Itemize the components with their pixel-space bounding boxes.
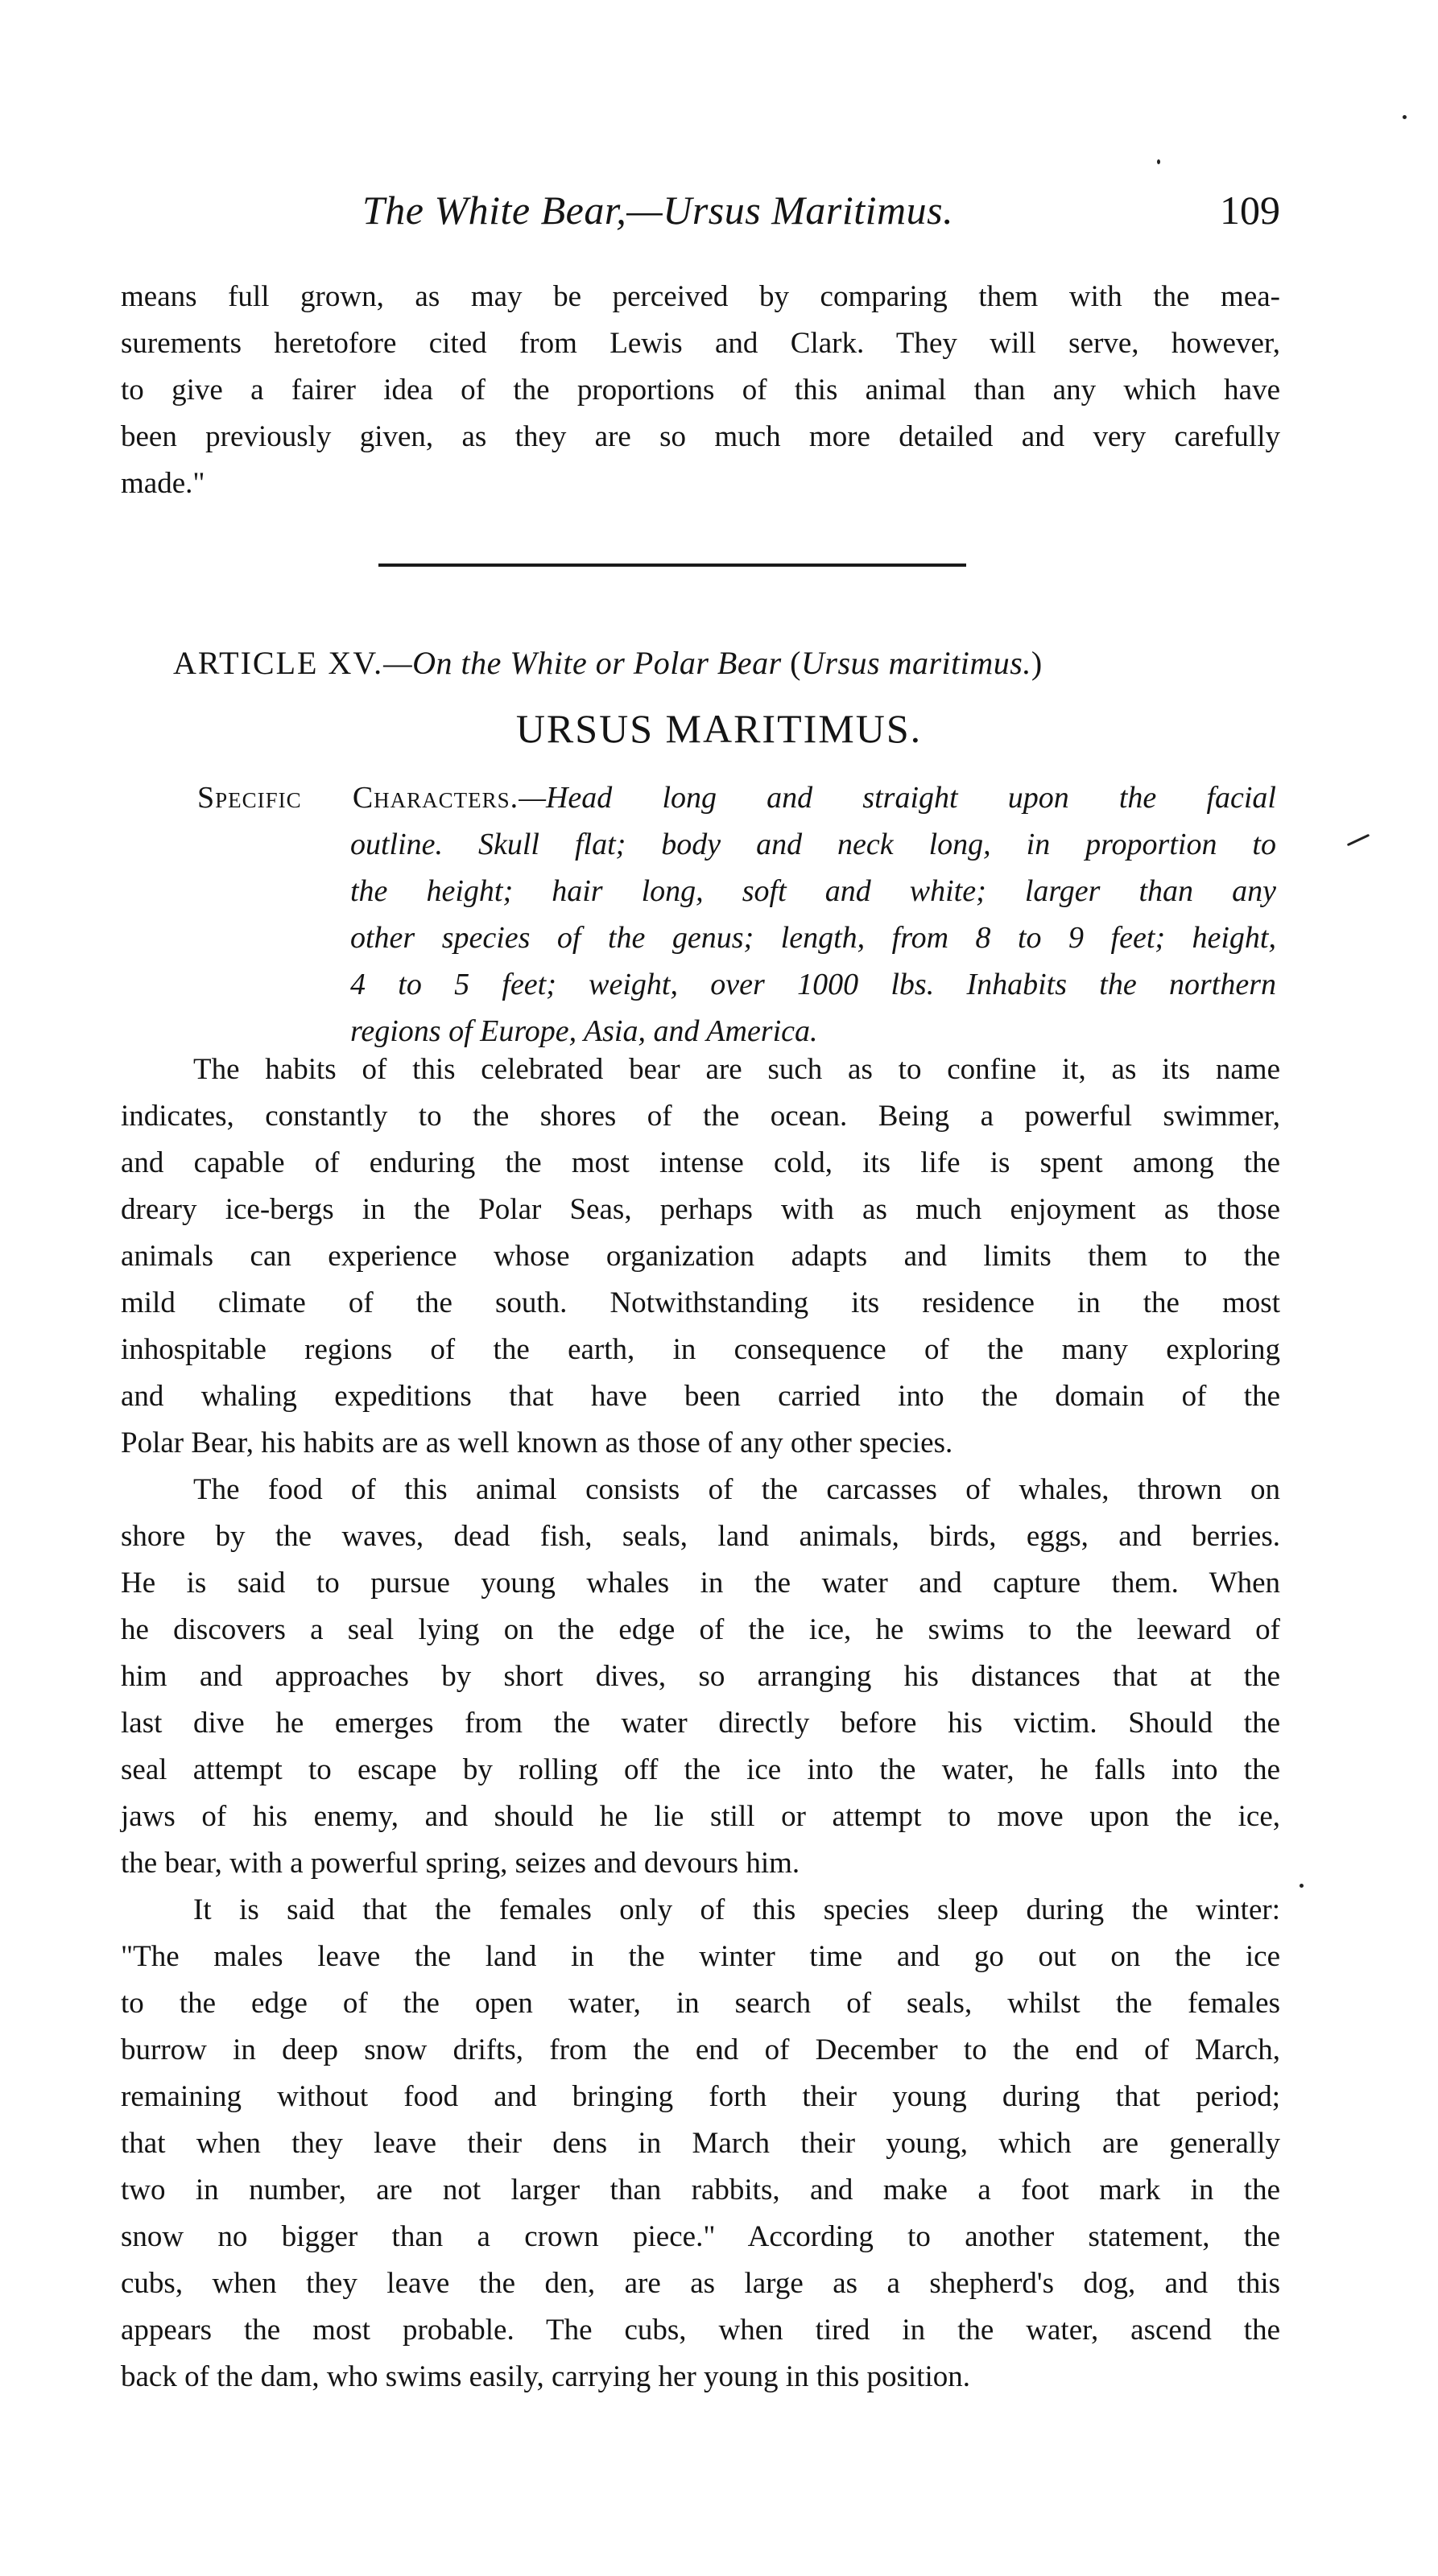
paren-open: ( <box>781 645 801 681</box>
specific-characters <box>197 774 1276 1055</box>
text-line: two in number, are not larger than rabbits, and make a foot mark in the <box>121 2174 1280 2207</box>
section-divider <box>378 564 966 567</box>
text-line: to give a fairer idea of the proportions of this animal than any which have <box>121 374 1280 407</box>
scan-speck <box>1403 115 1407 119</box>
text-line: jaws of his enemy, and should he lie still or attempt to move upon the ice, <box>121 1800 1280 1833</box>
text-line: outline. Skull flat; body and neck long, in proportion to <box>350 828 1276 861</box>
scan-speck <box>1157 159 1160 164</box>
text-line: appears the most probable. The cubs, when tired in the water, ascend the <box>121 2314 1280 2347</box>
text-line: indicates, constantly to the shores of the ocean. Being a powerful swimmer, <box>121 1100 1280 1133</box>
scan-speck <box>1300 1884 1304 1888</box>
page-number: 109 <box>1220 188 1280 233</box>
text-line: been previously given, as they are so much more detailed and very carefully <box>121 420 1280 453</box>
article-heading <box>173 644 1284 682</box>
text-line: The habits of this celebrated bear are such as to confine it, as its name <box>193 1053 1280 1086</box>
text-line: inhospitable regions of the earth, in consequence of the many exploring <box>121 1333 1280 1366</box>
text-line: seal attempt to escape by rolling off the ice into the water, he falls into the <box>121 1753 1280 1786</box>
text-line: and whaling expeditions that have been carried into the domain of the <box>121 1380 1280 1413</box>
text-line: surements heretofore cited from Lewis and Clark. They will serve, however, <box>121 327 1280 360</box>
text-line: mild climate of the south. Notwithstanding its residence in the most <box>121 1286 1280 1319</box>
text-line: back of the dam, who swims easily, carrying her young in this position. <box>121 2360 971 2393</box>
text-line: It is said that the females only of this species sleep during the winter: <box>193 1893 1280 1926</box>
text-line: remaining without food and bringing forth their young during that period; <box>121 2080 1280 2113</box>
latin-name: Ursus maritimus. <box>800 645 1031 681</box>
paren-close: ) <box>1031 645 1043 681</box>
text-line: the bear, with a powerful spring, seizes and devours him. <box>121 1847 800 1880</box>
text-line: him and approaches by short dives, so arranging his distances that at the <box>121 1660 1280 1693</box>
scan-speck <box>1347 834 1370 846</box>
paragraph-habits <box>121 1046 1280 1467</box>
text-line: and capable of enduring the most intense cold, its life is spent among the <box>121 1146 1280 1179</box>
text-line: The food of this animal consists of the carcasses of whales, thrown on <box>193 1473 1280 1506</box>
text-line: snow no bigger than a crown piece." According to another statement, the <box>121 2220 1280 2253</box>
text-line: burrow in deep snow drifts, from the end of December to the end of March, <box>121 2033 1280 2066</box>
paragraph-food <box>121 1467 1280 1887</box>
species-heading: URSUS MARITIMUS. <box>515 706 923 751</box>
text-line: dreary ice-bergs in the Polar Seas, perhaps with as much enjoyment as those <box>121 1193 1280 1226</box>
specific-text: —Head long and straight upon the facial <box>519 781 1276 815</box>
continued-paragraph <box>121 274 1280 507</box>
text-line: He is said to pursue young whales in the water and capture them. When <box>121 1567 1280 1600</box>
text-line: 4 to 5 feet; weight, over 1000 lbs. Inhabits the northern <box>350 968 1276 1001</box>
text-line: cubs, when they leave the den, are as large as a shepherd's dog, and this <box>121 2267 1280 2300</box>
text-line: means full grown, as may be perceived by comparing them with the mea- <box>121 280 1280 313</box>
running-title: The White Bear,—Ursus Maritimus. <box>362 188 954 233</box>
specific-characters-label: Specific Characters. <box>197 781 519 815</box>
text-line: made." <box>121 467 205 500</box>
text-line: Polar Bear, his habits are as well known as those of any other species. <box>121 1426 953 1459</box>
article-title: —On the White or Polar Bear <box>383 645 782 681</box>
text-line: that when they leave their dens in March their young, which are generally <box>121 2127 1280 2160</box>
article-label: ARTICLE XV. <box>173 645 384 681</box>
paragraph-winter <box>121 1887 1280 2401</box>
page-header <box>121 187 1280 251</box>
text-line: to the edge of the open water, in search of seals, whilst the females <box>121 1987 1280 2020</box>
text-line: animals can experience whose organization adapts and limits them to the <box>121 1240 1280 1273</box>
text-line: "The males leave the land in the winter time and go out on the ice <box>121 1940 1280 1973</box>
text-line <box>197 774 1276 821</box>
text-line: last dive he emerges from the water directly before his victim. Should the <box>121 1707 1280 1740</box>
text-line: other species of the genus; length, from 8 to 9 feet; height, <box>350 921 1276 955</box>
text-line: regions of Europe, Asia, and America. <box>350 1014 818 1048</box>
text-line: shore by the waves, dead fish, seals, land animals, birds, eggs, and berries. <box>121 1520 1280 1553</box>
text-line: the height; hair long, soft and white; larger than any <box>350 874 1276 908</box>
text-line: he discovers a seal lying on the edge of the ice, he swims to the leeward of <box>121 1613 1280 1646</box>
